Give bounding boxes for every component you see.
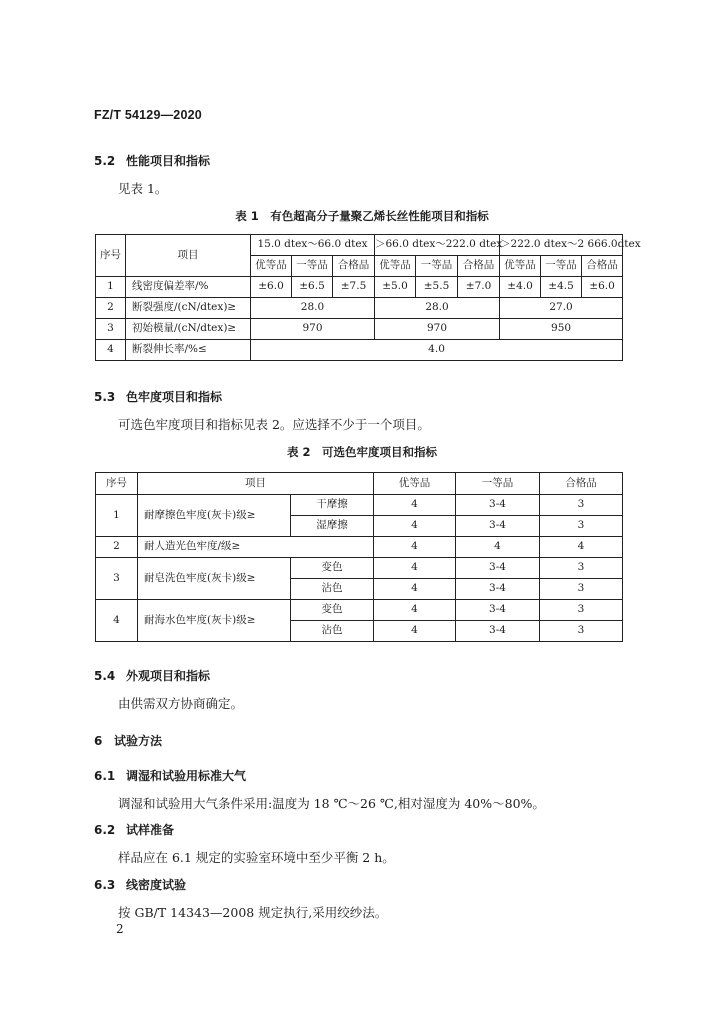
section-number: 5.4 bbox=[94, 669, 116, 683]
cell-value: 4.0 bbox=[251, 340, 623, 361]
table-1-range-1: 15.0 dtex～66.0 dtex bbox=[251, 235, 375, 256]
section-5-3-text: 可选色牢度项目和指标见表 2。应选择不少于一个项目。 bbox=[118, 417, 430, 432]
table-row bbox=[96, 495, 623, 516]
cell-value: ±7.5 bbox=[333, 277, 375, 298]
section-number: 5.3 bbox=[94, 390, 116, 404]
section-5-4-text: 由供需双方协商确定。 bbox=[118, 696, 244, 711]
cell-value: 3-4 bbox=[456, 558, 540, 579]
row-number: 1 bbox=[96, 495, 138, 537]
table-2-caption: 表 2 可选色牢度项目和指标 bbox=[286, 445, 437, 459]
cell-value: 950 bbox=[500, 319, 623, 340]
cell-value: 970 bbox=[251, 319, 375, 340]
grade-header: 优等品 bbox=[375, 256, 416, 277]
grade-header: 优等品 bbox=[500, 256, 541, 277]
cell-value: 4 bbox=[540, 537, 623, 558]
section-6-1-text: 调湿和试验用大气条件采用:温度为 18 ℃～26 ℃,相对湿度为 40%～80%。 bbox=[118, 796, 545, 811]
cell-value: 3 bbox=[540, 621, 623, 642]
section-number: 6.2 bbox=[94, 823, 116, 837]
table-2-header-grade: 优等品 bbox=[374, 473, 456, 495]
cell-value: 3-4 bbox=[456, 621, 540, 642]
section-title: 线密度试验 bbox=[126, 878, 187, 892]
table-row bbox=[96, 277, 623, 298]
grade-header: 一等品 bbox=[292, 256, 333, 277]
table-row bbox=[96, 298, 623, 319]
row-number: 1 bbox=[96, 277, 126, 298]
cell-value: 4 bbox=[374, 579, 456, 600]
section-6-3-heading bbox=[94, 876, 186, 893]
page-number: 2 bbox=[116, 922, 124, 936]
cell-value: ±5.5 bbox=[416, 277, 458, 298]
section-number: 6.1 bbox=[94, 769, 116, 783]
cell-value: 4 bbox=[456, 537, 540, 558]
cell-value: 4 bbox=[374, 600, 456, 621]
cell-value: ±4.5 bbox=[541, 277, 582, 298]
table-row bbox=[96, 319, 623, 340]
section-6-3-text: 按 GB/T 14343—2008 规定执行,采用绞纱法。 bbox=[118, 905, 388, 920]
grade-header: 一等品 bbox=[416, 256, 458, 277]
sub-item: 变色 bbox=[291, 558, 374, 579]
table-1 bbox=[95, 234, 641, 361]
cell-value: ±6.5 bbox=[292, 277, 333, 298]
cell-value: ±6.0 bbox=[251, 277, 292, 298]
cell-value: 3-4 bbox=[456, 579, 540, 600]
cell-value: 3 bbox=[540, 495, 623, 516]
table-1-caption: 表 1 有色超高分子量聚乙烯长丝性能项目和指标 bbox=[235, 209, 489, 223]
row-item: 耐皂洗色牢度(灰卡)级≥ bbox=[138, 558, 291, 600]
cell-value: 3-4 bbox=[456, 600, 540, 621]
table-2-header-grade: 合格品 bbox=[540, 473, 623, 495]
section-6-2-heading bbox=[94, 821, 174, 838]
section-5-2-text: 见表 1。 bbox=[118, 181, 168, 196]
sub-item: 干摩擦 bbox=[291, 495, 374, 516]
cell-value: ±6.0 bbox=[582, 277, 623, 298]
row-item: 耐人造光色牢度/级≥ bbox=[138, 537, 374, 558]
table-1-range-2: ＞66.0 dtex～222.0 dtex bbox=[375, 235, 500, 256]
cell-value: 3 bbox=[540, 579, 623, 600]
table-2-header-item: 项目 bbox=[138, 473, 374, 495]
cell-value: 28.0 bbox=[375, 298, 500, 319]
section-5-2-heading bbox=[94, 152, 210, 169]
table-1-header-item: 项目 bbox=[126, 235, 251, 277]
cell-value: 3 bbox=[540, 558, 623, 579]
sub-item: 变色 bbox=[291, 600, 374, 621]
row-number: 2 bbox=[96, 298, 126, 319]
table-row bbox=[96, 340, 623, 361]
section-6-2-text: 样品应在 6.1 规定的实验室环境中至少平衡 2 h。 bbox=[118, 850, 395, 865]
table-row bbox=[96, 537, 623, 558]
cell-value: 27.0 bbox=[500, 298, 623, 319]
cell-value: 3-4 bbox=[456, 495, 540, 516]
table-row bbox=[96, 600, 623, 621]
table-1-header-seq: 序号 bbox=[96, 235, 126, 277]
section-title: 试样准备 bbox=[126, 823, 175, 837]
table-row bbox=[96, 558, 623, 579]
cell-value: 3 bbox=[540, 516, 623, 537]
row-item: 断裂强度/(cN/dtex)≥ bbox=[126, 298, 251, 319]
document-header: FZ/T 54129—2020 bbox=[94, 108, 202, 122]
section-title: 外观项目和指标 bbox=[126, 669, 211, 683]
cell-value: ±4.0 bbox=[500, 277, 541, 298]
cell-value: 4 bbox=[374, 537, 456, 558]
grade-header: 合格品 bbox=[582, 256, 623, 277]
section-6-1-heading bbox=[94, 767, 246, 784]
row-number: 3 bbox=[96, 319, 126, 340]
cell-value: 4 bbox=[374, 558, 456, 579]
grade-header: 一等品 bbox=[541, 256, 582, 277]
grade-header: 优等品 bbox=[251, 256, 292, 277]
sub-item: 湿摩擦 bbox=[291, 516, 374, 537]
row-item: 初始模量/(cN/dtex)≥ bbox=[126, 319, 251, 340]
row-item: 线密度偏差率/% bbox=[126, 277, 251, 298]
section-6-heading bbox=[94, 732, 162, 749]
section-5-4-heading bbox=[94, 667, 210, 684]
sub-item: 沾色 bbox=[291, 621, 374, 642]
cell-value: 970 bbox=[375, 319, 500, 340]
row-number: 4 bbox=[96, 600, 138, 642]
section-number: 6.3 bbox=[94, 878, 116, 892]
cell-value: 4 bbox=[374, 516, 456, 537]
cell-value: ±5.0 bbox=[375, 277, 416, 298]
cell-value: 4 bbox=[374, 495, 456, 516]
cell-value: ±7.0 bbox=[458, 277, 500, 298]
row-number: 2 bbox=[96, 537, 138, 558]
cell-value: 3-4 bbox=[456, 516, 540, 537]
table-2-header-grade: 一等品 bbox=[456, 473, 540, 495]
sub-item: 沾色 bbox=[291, 579, 374, 600]
cell-value: 28.0 bbox=[251, 298, 375, 319]
row-number: 3 bbox=[96, 558, 138, 600]
table-2-header-seq: 序号 bbox=[96, 473, 138, 495]
grade-header: 合格品 bbox=[333, 256, 375, 277]
cell-value: 4 bbox=[374, 621, 456, 642]
section-number: 6 bbox=[94, 734, 103, 748]
cell-value: 3 bbox=[540, 600, 623, 621]
row-item: 耐摩擦色牢度(灰卡)级≥ bbox=[138, 495, 291, 537]
section-5-3-heading bbox=[94, 388, 222, 405]
row-number: 4 bbox=[96, 340, 126, 361]
section-number: 5.2 bbox=[94, 154, 116, 168]
grade-header: 合格品 bbox=[458, 256, 500, 277]
section-title: 试验方法 bbox=[114, 734, 163, 748]
row-item: 耐海水色牢度(灰卡)级≥ bbox=[138, 600, 291, 642]
row-item: 断裂伸长率/%≤ bbox=[126, 340, 251, 361]
section-title: 色牢度项目和指标 bbox=[126, 390, 223, 404]
table-1-range-3: ＞222.0 dtex～2 666.0dtex bbox=[500, 235, 623, 256]
section-title: 调湿和试验用标准大气 bbox=[126, 769, 247, 783]
section-title: 性能项目和指标 bbox=[126, 154, 211, 168]
table-2 bbox=[95, 472, 623, 642]
